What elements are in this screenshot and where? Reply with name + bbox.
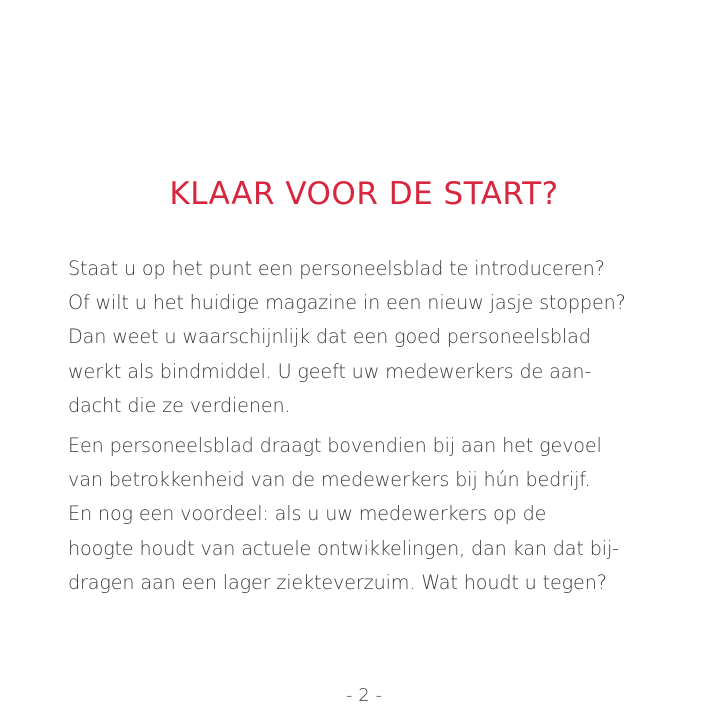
text-line: hoogte houdt van actuele ontwikkelingen, dan kan dat bij- — [68, 536, 619, 560]
text-line: werkt als bindmiddel. U geeft uw medewerkers de aan- — [68, 359, 592, 383]
text-line: En nog een voordeel: als u uw medewerkers op de — [68, 502, 547, 526]
body-text — [68, 252, 678, 600]
text-line: dragen aan een lager ziekteverzuim. Wat houdt u tegen? — [68, 570, 607, 594]
page-title: KLAAR VOOR DE START? — [169, 176, 559, 212]
text-line: Een personeelsblad draagt bovendien bij aan het gevoel — [68, 433, 602, 457]
paragraph-2 — [68, 429, 678, 600]
paragraph-1 — [68, 252, 678, 423]
text-line: Dan weet u waarschijnlijk dat een goed personeelsblad — [68, 325, 591, 349]
text-line: van betrokkenheid van de medewerkers bij hún bedrijf. — [68, 468, 591, 492]
text-line: Of wilt u het huidige magazine in een nieuw jasje stoppen? — [68, 291, 626, 315]
text-line: Staat u op het punt een personeelsblad te introduceren? — [68, 257, 605, 280]
text-line: dacht die ze verdienen. — [68, 393, 291, 417]
page-number: - 2 - — [346, 685, 382, 706]
